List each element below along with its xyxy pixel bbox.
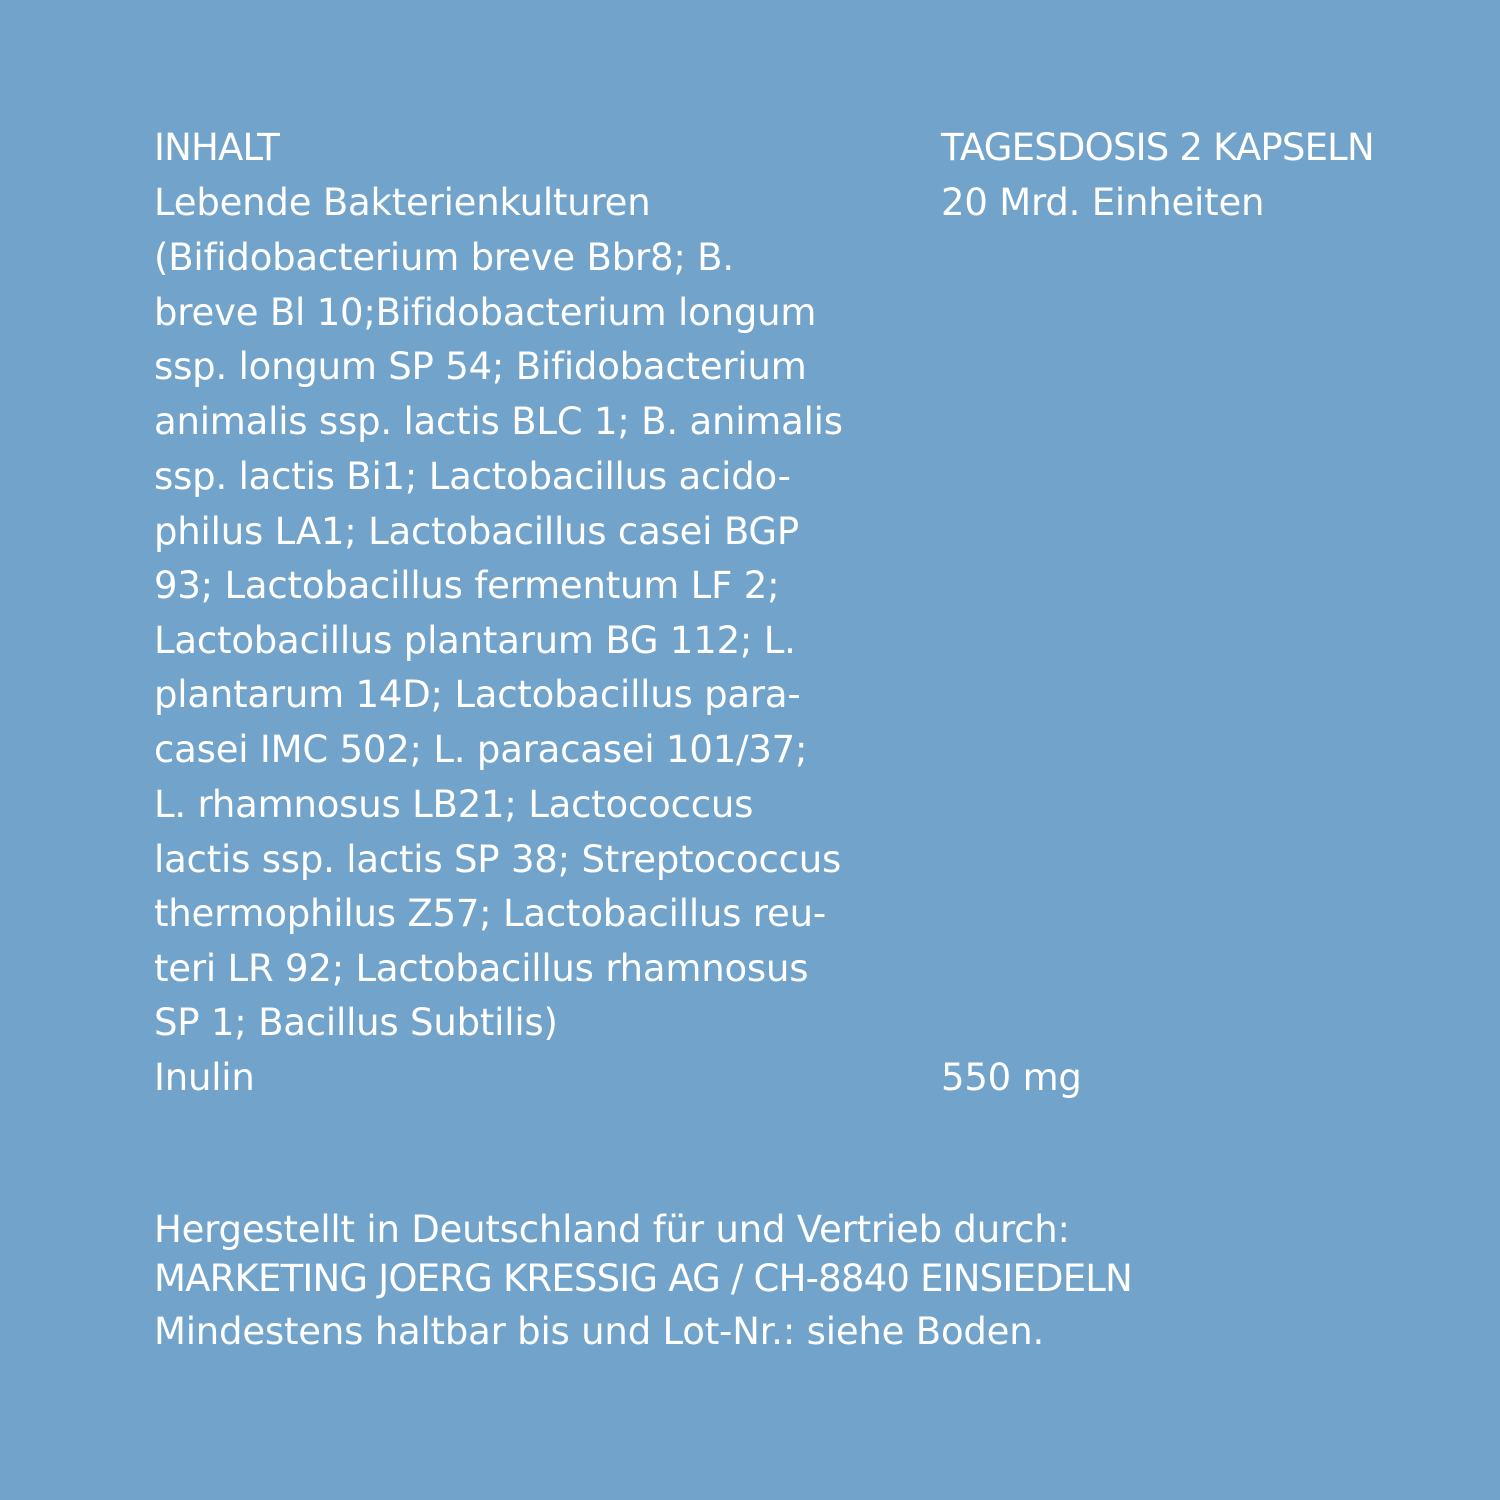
description-line: L. rhamnosus LB21; Lactococcus — [154, 783, 754, 826]
description-line: ssp. lactis Bi1; Lactobacillus acido- — [154, 455, 791, 498]
description-line: (Bifidobacterium breve Bbr8; B. — [154, 236, 734, 279]
description-line: ssp. longum SP 54; Bifidobacterium — [154, 345, 807, 388]
ingredient-amount: 20 Mrd. Einheiten — [941, 181, 1265, 224]
description-line: SP 1; Bacillus Subtilis) — [154, 1001, 558, 1044]
description-line: 93; Lactobacillus fermentum LF 2; — [154, 564, 780, 607]
description-line: teri LR 92; Lactobacillus rhamnosus — [154, 947, 809, 990]
ingredient-amount: 550 mg — [941, 1056, 1082, 1099]
description-line: breve Bl 10;Bifidobacterium longum — [154, 291, 817, 334]
best-before-line: Mindestens haltbar bis und Lot-Nr.: siehe Boden. — [154, 1310, 1045, 1353]
column-header-daily-dose: TAGESDOSIS 2 KAPSELN — [941, 126, 1374, 169]
description-line: lactis ssp. lactis SP 38; Streptococcus — [154, 838, 842, 881]
description-line: casei IMC 502; L. paracasei 101/37; — [154, 728, 808, 771]
description-line: philus LA1; Lactobacillus casei BGP — [154, 510, 799, 553]
column-header-contents: INHALT — [154, 126, 280, 169]
description-line: plantarum 14D; Lactobacillus para- — [154, 673, 801, 716]
ingredient-name: Lebende Bakterienkulturen — [154, 181, 651, 224]
distributor-line: MARKETING JOERG KRESSIG AG / CH-8840 EINSIEDELN — [154, 1257, 1132, 1300]
manufacturer-line: Hergestellt in Deutschland für und Vertrieb durch: — [154, 1208, 1070, 1251]
ingredient-name: Inulin — [154, 1056, 255, 1099]
description-line: animalis ssp. lactis BLC 1; B. animalis — [154, 400, 843, 443]
description-line: Lactobacillus plantarum BG 112; L. — [154, 619, 796, 662]
description-line: thermophilus Z57; Lactobacillus reu- — [154, 892, 826, 935]
